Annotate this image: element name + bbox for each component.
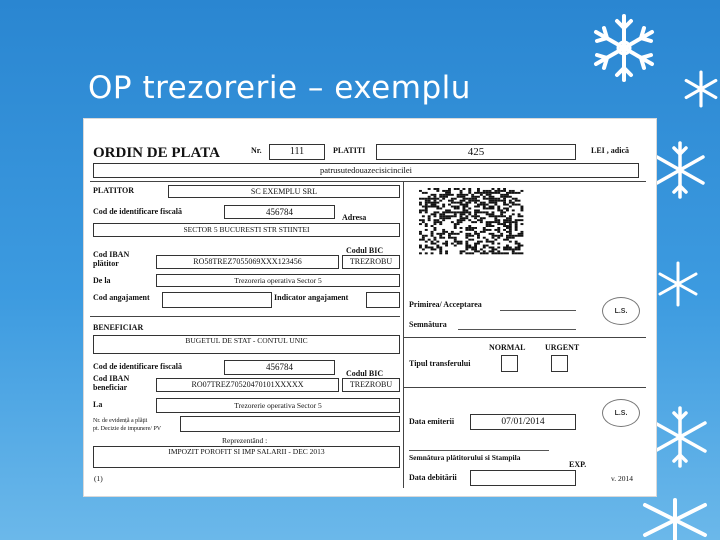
iban-platitor-field: RO58TREZ7055069XXX123456 [156, 255, 339, 269]
amount-words-field: patrusutedouazecisicincilei [93, 163, 639, 178]
normal-checkbox [501, 355, 518, 372]
cod-angajament-field [162, 292, 272, 308]
cif-beneficiar-label: Cod de identificare fiscală [93, 362, 182, 371]
iban-platitor-label-2: plătitor [93, 259, 119, 268]
column-divider [403, 181, 404, 488]
beneficiar-label: BENEFICIAR [93, 323, 144, 332]
snowflake-icon [588, 12, 660, 84]
primirea-line [500, 310, 576, 311]
semnatura-platitor-label: Semnătura plătitorului si Stampila [409, 453, 521, 462]
la-field: Trezorerie operativa Sector 5 [156, 398, 400, 413]
data-emiterii-label: Data emiterii [409, 417, 455, 426]
bic-platitor-field: TREZROBU [342, 255, 400, 269]
snowflake-icon [648, 405, 712, 469]
iban-beneficiar-label-2: beneficiar [93, 383, 128, 392]
divider [403, 337, 646, 338]
cod-angajament-label: Cod angajament [93, 293, 150, 302]
data-debitarii-field [470, 470, 576, 486]
snowflake-icon [654, 260, 702, 308]
reprezentand-field: IMPOZIT POROFIT SI IMP SALARII - DEC 2013 [93, 446, 400, 468]
footnote: (1) [94, 474, 103, 483]
exp-label: EXP. [569, 460, 587, 469]
urgent-label: URGENT [545, 343, 580, 352]
semnatura-label: Semnătura [409, 320, 447, 329]
urgent-checkbox [551, 355, 568, 372]
cif-beneficiar-field: 456784 [224, 360, 335, 375]
la-label: La [93, 400, 103, 409]
reprezentand-label: Reprezentând : [222, 436, 268, 445]
lei-label: LEI , adică [591, 146, 630, 155]
divider [403, 387, 646, 388]
snowflake-icon [682, 70, 720, 108]
evidenta-field [180, 416, 400, 432]
adresa-field: SECTOR 5 BUCURESTI STR STIINTEI [93, 223, 400, 237]
nr-field: 111 [269, 144, 325, 160]
evidenta-label-1: Nr. de evidență a plăţii [93, 418, 148, 424]
cif-field: 456784 [224, 205, 335, 219]
snowflake-icon [640, 490, 710, 540]
ls-stamp-top: L.S. [602, 297, 640, 325]
semnatura-line [458, 329, 576, 330]
bic-beneficiar-field: TREZROBU [342, 378, 400, 392]
dela-label: De la [93, 276, 111, 285]
payment-order-form [84, 119, 656, 496]
data-debitarii-label: Data debitării [409, 473, 457, 482]
normal-label: NORMAL [489, 343, 526, 352]
barcode-image [417, 187, 526, 255]
bic-platitor-label: Codul BIC [346, 246, 384, 255]
iban-beneficiar-label-1: Cod IBAN [93, 374, 130, 383]
primirea-label: Primirea/ Acceptarea [409, 300, 482, 309]
platiti-label: PLATITI [333, 146, 366, 155]
amount-field: 425 [376, 144, 576, 160]
iban-beneficiar-field: RO07TREZ70520470101XXXXX [156, 378, 339, 392]
beneficiar-field: BUGETUL DE STAT - CONTUL UNIC [93, 335, 400, 354]
platitor-label: PLATITOR [93, 186, 135, 195]
semnatura-platitor-line [409, 450, 549, 451]
divider [90, 181, 646, 182]
cif-label: Cod de identificare fiscală [93, 207, 182, 216]
tip-transfer-label: Tipul transferului [409, 359, 471, 368]
platitor-field: SC EXEMPLU SRL [168, 185, 400, 198]
divider [90, 316, 400, 317]
indicator-angajament-field [366, 292, 400, 308]
version-label: v. 2014 [611, 474, 634, 483]
iban-platitor-label-1: Cod IBAN [93, 250, 130, 259]
dela-field: Trezoreria operativa Sector 5 [156, 274, 400, 287]
evidenta-label-2: pt. Decizie de impunere/ PV [93, 426, 162, 432]
form-title: ORDIN DE PLATA [93, 145, 220, 161]
slide-title: OP trezorerie – exemplu [88, 70, 471, 106]
adresa-label: Adresa [342, 213, 367, 222]
data-emiterii-field: 07/01/2014 [470, 414, 576, 430]
snowflake-icon [650, 140, 710, 200]
bic-beneficiar-label: Codul BIC [346, 369, 384, 378]
indicator-angajament-label: Indicator angajament [274, 293, 349, 302]
ls-stamp-bottom: L.S. [602, 399, 640, 427]
nr-label: Nr. [251, 146, 262, 155]
